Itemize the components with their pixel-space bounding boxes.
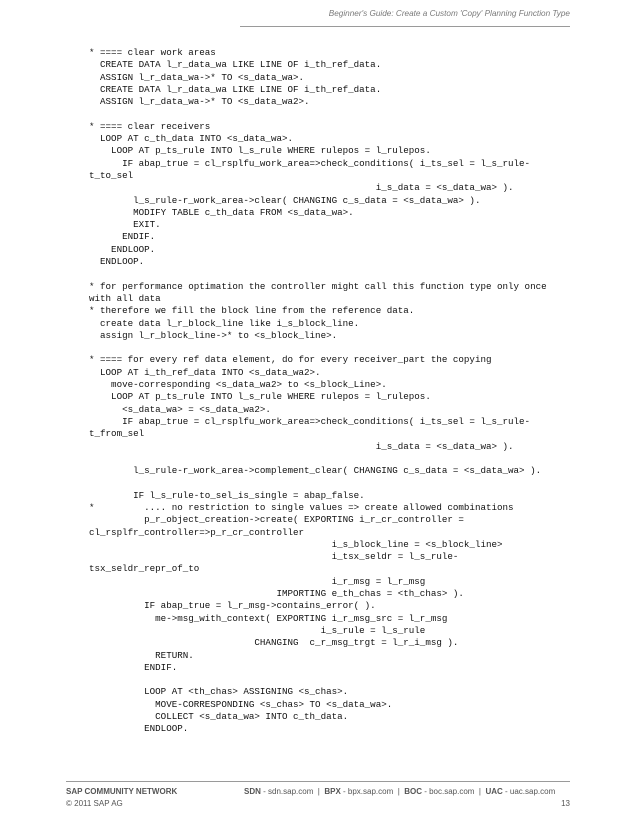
footer-top-row <box>66 787 570 798</box>
code-line: * .... no restriction to single values => create allowed combinations <box>89 501 514 513</box>
footer-link-sdn-label: SDN <box>244 787 261 796</box>
footer-link-boc[interactable]: boc.sap.com <box>429 787 475 796</box>
code-line: ENDLOOP. <box>89 256 145 268</box>
code-line: * for performance optimation the controller might call this function type only once <box>89 280 547 292</box>
code-line <box>89 268 589 280</box>
code-line: MOVE-CORRESPONDING <s_chas> TO <s_data_wa>. <box>89 698 393 710</box>
code-line: ASSIGN l_r_data_wa->* TO <s_data_wa2>. <box>89 96 310 108</box>
code-line: t_to_sel <box>89 169 134 181</box>
code-line: IF l_s_rule-to_sel_is_single = abap_false. <box>89 489 365 501</box>
code-line: p_r_object_creation->create( EXPORTING i_r_cr_controller = <box>89 514 464 526</box>
code-line: i_tsx_seldr = l_s_rule- <box>89 551 459 563</box>
copyright-notice: © 2011 SAP AG <box>66 799 123 808</box>
code-line <box>89 108 589 120</box>
code-line: assign l_r_block_line->* to <s_block_line>. <box>89 329 338 341</box>
code-line: ENDIF. <box>89 661 178 673</box>
code-line: CHANGING c_r_msg_trgt = l_r_i_msg ). <box>89 637 459 649</box>
code-line: IF abap_true = l_r_msg->contains_error( ). <box>89 600 376 612</box>
page-number: 13 <box>561 799 570 808</box>
code-line: LOOP AT <th_chas> ASSIGNING <s_chas>. <box>89 686 349 698</box>
code-line: LOOP AT p_ts_rule INTO l_s_rule WHERE rulepos = l_rulepos. <box>89 391 431 403</box>
code-line: * ==== clear receivers <box>89 120 211 132</box>
footer-link-uac[interactable]: uac.sap.com <box>509 787 556 796</box>
code-line: i_s_block_line = <s_block_line> <box>89 538 503 550</box>
code-line: RETURN. <box>89 649 194 661</box>
code-listing <box>89 47 589 736</box>
footer-link-bpx-label: BPX <box>324 787 341 796</box>
code-line <box>89 342 589 354</box>
code-line: EXIT. <box>89 219 161 231</box>
code-line: * ==== for every ref data element, do for every receiver_part the copying <box>89 354 492 366</box>
header-divider <box>240 26 570 27</box>
code-line <box>89 674 589 686</box>
footer-link-uac-label: UAC <box>485 787 503 796</box>
code-line: me->msg_with_context( EXPORTING i_r_msg_src = l_r_msg <box>89 612 448 624</box>
footer-divider <box>66 781 570 782</box>
code-line: cl_rsplfr_controller=>p_r_cr_controller <box>89 526 305 538</box>
code-line: LOOP AT c_th_data INTO <s_data_wa>. <box>89 133 293 145</box>
code-line: IF abap_true = cl_rsplfu_work_area=>check_conditions( i_ts_sel = l_s_rule- <box>89 157 531 169</box>
footer-links: SDN - sdn.sap.com | BPX - bpx.sap.com | BOC - boc.sap.com | UAC - uac.sap.com <box>244 787 556 796</box>
code-line: i_r_msg = l_r_msg <box>89 575 426 587</box>
code-line: LOOP AT i_th_ref_data INTO <s_data_wa2>. <box>89 366 321 378</box>
code-line: i_s_data = <s_data_wa> ). <box>89 440 514 452</box>
code-line: move-corresponding <s_data_wa2> to <s_block_Line>. <box>89 379 387 391</box>
code-line: * therefore we fill the block line from the reference data. <box>89 305 415 317</box>
code-line: ENDLOOP. <box>89 243 156 255</box>
footer-link-bpx[interactable]: bpx.sap.com <box>347 787 394 796</box>
code-line: i_s_data = <s_data_wa> ). <box>89 182 514 194</box>
code-line: * ==== clear work areas <box>89 47 216 58</box>
code-line: IMPORTING e_th_chas = <th_chas> ). <box>89 588 464 600</box>
code-line: tsx_seldr_repr_of_to <box>89 563 200 575</box>
footer-link-boc-label: BOC <box>404 787 422 796</box>
footer-bottom-row <box>66 799 570 810</box>
code-line: COLLECT <s_data_wa> INTO c_th_data. <box>89 711 349 723</box>
code-line: <s_data_wa> = <s_data_wa2>. <box>89 403 271 415</box>
code-line: t_from_sel <box>89 428 145 440</box>
code-line: create data l_r_block_line like i_s_block_line. <box>89 317 360 329</box>
footer-brand: SAP COMMUNITY NETWORK <box>66 787 178 796</box>
code-line: ENDLOOP. <box>89 723 189 735</box>
code-line: IF abap_true = cl_rsplfu_work_area=>check_conditions( i_ts_sel = l_s_rule- <box>89 415 531 427</box>
code-line <box>89 453 589 465</box>
code-line: with all data <box>89 292 161 304</box>
code-line: CREATE DATA l_r_data_wa LIKE LINE OF i_th_ref_data. <box>89 83 382 95</box>
code-line: ENDIF. <box>89 231 156 243</box>
code-line: i_s_rule = l_s_rule <box>89 624 426 636</box>
running-header: Beginner's Guide: Create a Custom 'Copy' Planning Function Type <box>328 9 570 18</box>
code-line <box>89 477 589 489</box>
code-line: LOOP AT p_ts_rule INTO l_s_rule WHERE rulepos = l_rulepos. <box>89 145 431 157</box>
code-line: l_s_rule-r_work_area->complement_clear( CHANGING c_s_data = <s_data_wa> ). <box>89 465 542 477</box>
code-line: MODIFY TABLE c_th_data FROM <s_data_wa>. <box>89 206 354 218</box>
code-line: ASSIGN l_r_data_wa->* TO <s_data_wa>. <box>89 71 305 83</box>
code-line: l_s_rule-r_work_area->clear( CHANGING c_s_data = <s_data_wa> ). <box>89 194 481 206</box>
footer-link-sdn[interactable]: sdn.sap.com <box>268 787 314 796</box>
code-line: CREATE DATA l_r_data_wa LIKE LINE OF i_th_ref_data. <box>89 59 382 71</box>
